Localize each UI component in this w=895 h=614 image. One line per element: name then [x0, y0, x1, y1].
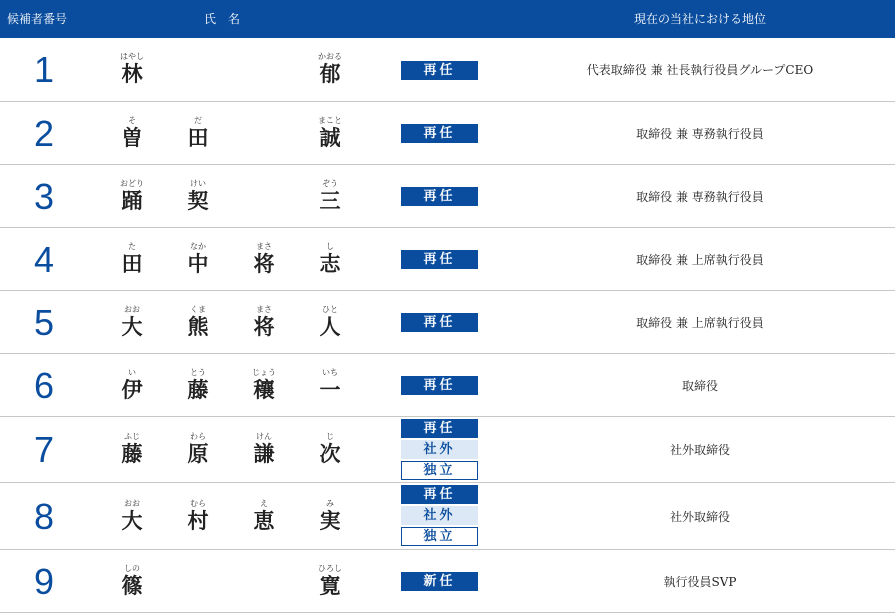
- name-kanji: 田: [121, 252, 143, 276]
- name-reading: え: [260, 499, 268, 508]
- candidate-number: 7: [33, 429, 55, 470]
- candidate-number: 6: [33, 365, 55, 406]
- name-kanji: 人: [319, 315, 341, 339]
- name-reading: むら: [190, 499, 206, 508]
- name-reading: し: [326, 242, 334, 251]
- name-reading: い: [128, 368, 136, 377]
- current-position: 取締役 兼 専務執行役員: [636, 127, 764, 141]
- name-kanji: 次: [319, 442, 341, 466]
- current-position: 社外取締役: [669, 510, 730, 524]
- status-badge: 再任: [401, 250, 478, 269]
- name-reading: み: [326, 499, 334, 508]
- name-reading: おどり: [120, 179, 144, 188]
- candidate-number: 3: [33, 176, 55, 217]
- name-reading: そ: [128, 116, 136, 125]
- status-badge: 独立: [401, 527, 478, 546]
- name-reading: とう: [190, 368, 206, 377]
- name-kanji: 藤: [121, 442, 143, 466]
- candidate-row: [0, 165, 895, 228]
- name-character: [300, 116, 360, 150]
- name-character: [168, 305, 228, 339]
- name-character: [300, 52, 360, 86]
- status-badge: 社外: [401, 506, 478, 525]
- candidate-row: [0, 483, 895, 550]
- name-character: [234, 242, 294, 276]
- name-kanji: 将: [253, 315, 275, 339]
- candidate-row: [0, 417, 895, 483]
- name-character: [102, 52, 162, 86]
- name-character: [168, 368, 228, 402]
- current-position: 取締役 兼 上席執行役員: [636, 253, 764, 267]
- name-reading: じょう: [252, 368, 276, 377]
- name-character: [300, 242, 360, 276]
- candidate-row: [0, 228, 895, 291]
- name-character: [234, 432, 294, 466]
- name-kanji: 一: [319, 378, 341, 402]
- name-character: [102, 432, 162, 466]
- header-name: 氏 名: [204, 12, 241, 26]
- candidate-number: 5: [33, 302, 55, 343]
- name-character: [300, 564, 360, 598]
- candidate-row: [0, 550, 895, 613]
- current-position: 取締役 兼 専務執行役員: [636, 190, 764, 204]
- status-badge: 再任: [401, 313, 478, 332]
- name-character: [234, 305, 294, 339]
- name-kanji: 大: [121, 315, 143, 339]
- name-kanji: 村: [187, 509, 209, 533]
- status-badge: 独立: [401, 461, 478, 480]
- name-kanji: 藤: [187, 378, 209, 402]
- name-kanji: 実: [319, 509, 341, 533]
- name-kanji: 林: [121, 62, 143, 86]
- name-reading: じ: [326, 432, 334, 441]
- name-reading: なか: [190, 242, 206, 251]
- name-character: [300, 179, 360, 213]
- name-character: [168, 432, 228, 466]
- name-reading: ひろし: [318, 564, 342, 573]
- name-reading: かおる: [318, 52, 342, 61]
- current-position: 代表取締役 兼 社長執行役員グループCEO: [586, 63, 814, 77]
- name-reading: けん: [256, 432, 272, 441]
- status-badge: 再任: [401, 124, 478, 143]
- name-kanji: 契: [187, 189, 209, 213]
- candidate-number: 9: [33, 561, 55, 602]
- status-badge: 新任: [401, 572, 478, 591]
- current-position: 取締役: [681, 379, 718, 393]
- name-reading: まさ: [256, 242, 272, 251]
- name-character: [234, 368, 294, 402]
- name-reading: まこと: [318, 116, 342, 125]
- name-character: [102, 499, 162, 533]
- name-reading: ひと: [322, 305, 338, 314]
- status-badge: 再任: [401, 376, 478, 395]
- name-character: [168, 179, 228, 213]
- name-character: [168, 242, 228, 276]
- candidate-number: 1: [33, 49, 55, 90]
- name-character: [300, 432, 360, 466]
- name-reading: ふじ: [124, 432, 140, 441]
- name-reading: しの: [124, 564, 140, 573]
- name-kanji: 志: [319, 252, 341, 276]
- name-reading: わら: [190, 432, 206, 441]
- name-character: [102, 368, 162, 402]
- name-reading: た: [128, 242, 136, 251]
- name-kanji: 寛: [319, 574, 341, 598]
- name-kanji: 郁: [319, 62, 341, 86]
- name-character: [102, 305, 162, 339]
- name-reading: だ: [194, 116, 202, 125]
- name-kanji: 田: [187, 126, 209, 150]
- header-candidate-number: 候補者番号: [7, 12, 68, 26]
- name-character: [168, 116, 228, 150]
- name-reading: くま: [190, 305, 206, 314]
- name-character: [102, 179, 162, 213]
- name-reading: おお: [124, 499, 140, 508]
- name-character: [300, 368, 360, 402]
- name-kanji: 曽: [121, 126, 143, 150]
- name-kanji: 大: [121, 509, 143, 533]
- name-kanji: 恵: [253, 509, 275, 533]
- name-character: [300, 305, 360, 339]
- candidate-row: [0, 291, 895, 354]
- name-kanji: 誠: [319, 126, 341, 150]
- name-kanji: 穰: [253, 378, 275, 402]
- candidate-number: 8: [33, 496, 55, 537]
- name-reading: おお: [124, 305, 140, 314]
- name-kanji: 中: [187, 252, 209, 276]
- candidate-number: 4: [33, 239, 55, 280]
- name-kanji: 熊: [187, 315, 209, 339]
- name-character: [102, 242, 162, 276]
- name-kanji: 原: [187, 442, 209, 466]
- current-position: 執行役員SVP: [663, 575, 737, 589]
- status-badge: 再任: [401, 187, 478, 206]
- table-header: [0, 0, 895, 38]
- header-current-position: 現在の当社における地位: [633, 12, 766, 26]
- name-reading: けい: [190, 179, 206, 188]
- name-kanji: 踊: [121, 189, 143, 213]
- current-position: 取締役 兼 上席執行役員: [636, 316, 764, 330]
- name-kanji: 将: [253, 252, 275, 276]
- name-reading: はやし: [120, 52, 144, 61]
- status-badge: 再任: [401, 419, 478, 438]
- status-badge: 再任: [401, 485, 478, 504]
- status-badge: 再任: [401, 61, 478, 80]
- current-position: 社外取締役: [669, 443, 730, 457]
- name-character: [102, 564, 162, 598]
- name-kanji: 篠: [121, 574, 143, 598]
- name-character: [102, 116, 162, 150]
- candidate-row: [0, 102, 895, 165]
- name-reading: まさ: [256, 305, 272, 314]
- name-kanji: 伊: [121, 378, 143, 402]
- candidate-row: [0, 354, 895, 417]
- name-kanji: 謙: [253, 442, 275, 466]
- name-character: [168, 499, 228, 533]
- name-character: [300, 499, 360, 533]
- name-reading: いち: [322, 368, 338, 377]
- status-badge: 社外: [401, 440, 478, 459]
- name-kanji: 三: [319, 189, 341, 213]
- name-reading: ぞう: [322, 179, 338, 188]
- candidate-row: [0, 38, 895, 102]
- candidate-number: 2: [33, 113, 55, 154]
- name-character: [234, 499, 294, 533]
